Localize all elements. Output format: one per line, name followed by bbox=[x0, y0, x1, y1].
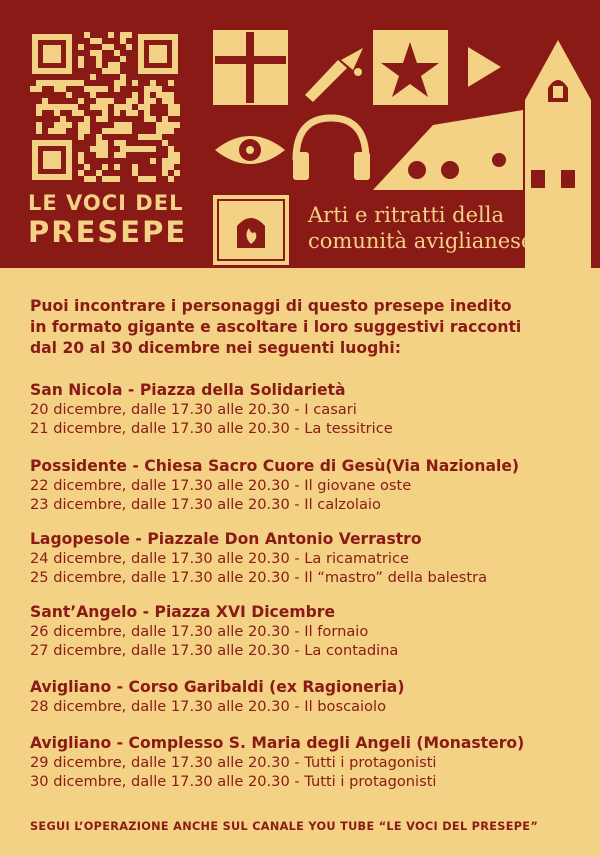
star-icon bbox=[373, 30, 448, 105]
subtitle-line-2: comunità aviglianese bbox=[308, 229, 534, 253]
schedule-line: 24 dicembre, dalle 17.30 alle 20.30 - La ricamatrice bbox=[30, 550, 409, 567]
schedule-line: 26 dicembre, dalle 17.30 alle 20.30 - Il fornaio bbox=[30, 623, 369, 640]
schedule-line: 29 dicembre, dalle 17.30 alle 20.30 - Tutti i protagonisti bbox=[30, 754, 437, 771]
brand-logo bbox=[28, 193, 198, 247]
schedule-line: 20 dicembre, dalle 17.30 alle 20.30 - I casari bbox=[30, 401, 357, 418]
location-avigliano-monastero bbox=[30, 733, 590, 791]
brand-line-2: PRESEPE bbox=[28, 215, 188, 249]
subtitle bbox=[308, 202, 598, 254]
schedule-line: 21 dicembre, dalle 17.30 alle 20.30 - La tessitrice bbox=[30, 420, 393, 437]
intro-line: in formato gigante e ascoltare i loro suggestivi racconti bbox=[30, 318, 522, 336]
brand-line-1: LE VOCI DEL bbox=[28, 191, 184, 215]
location-title: Sant’Angelo - Piazza XVI Dicembre bbox=[30, 603, 336, 621]
play-icon bbox=[468, 47, 501, 87]
header-banner bbox=[0, 0, 600, 268]
youtube-channel-note: SEGUI L’OPERAZIONE ANCHE SUL CANALE YOU TUBE “LE VOCI DEL PRESEPE” bbox=[30, 820, 539, 833]
knife-icon bbox=[305, 48, 363, 102]
intro-line: dal 20 al 30 dicembre nei seguenti luoghi: bbox=[30, 339, 401, 357]
schedule-line: 27 dicembre, dalle 17.30 alle 20.30 - La contadina bbox=[30, 642, 399, 659]
schedule-line: 30 dicembre, dalle 17.30 alle 20.30 - Tutti i protagonisti bbox=[30, 773, 437, 790]
location-avigliano-corso bbox=[30, 677, 590, 716]
location-title: San Nicola - Piazza della Solidarietà bbox=[30, 381, 346, 399]
location-title: Avigliano - Complesso S. Maria degli Angeli (Monastero) bbox=[30, 734, 525, 752]
headphones-icon bbox=[293, 118, 370, 180]
intro-text bbox=[30, 296, 580, 359]
eye-icon bbox=[215, 136, 285, 164]
schedule-line: 28 dicembre, dalle 17.30 alle 20.30 - Il boscaiolo bbox=[30, 698, 387, 715]
schedule-line: 22 dicembre, dalle 17.30 alle 20.30 - Il giovane oste bbox=[30, 477, 412, 494]
cross-icon bbox=[213, 30, 288, 105]
location-san-nicola bbox=[30, 380, 590, 438]
subtitle-line-1: Arti e ritratti della bbox=[308, 203, 504, 227]
location-possidente bbox=[30, 456, 590, 514]
location-title: Possidente - Chiesa Sacro Cuore di Gesù(Via Nazionale) bbox=[30, 457, 520, 475]
location-title: Avigliano - Corso Garibaldi (ex Ragioneria) bbox=[30, 678, 405, 696]
intro-line: Puoi incontrare i personaggi di questo presepe inedito bbox=[30, 297, 512, 315]
location-title: Lagopesole - Piazzale Don Antonio Verrastro bbox=[30, 530, 422, 548]
schedule-line: 25 dicembre, dalle 17.30 alle 20.30 - Il “mastro” della balestra bbox=[30, 569, 488, 586]
location-lagopesole bbox=[30, 529, 590, 587]
schedule-line: 23 dicembre, dalle 17.30 alle 20.30 - Il calzolaio bbox=[30, 496, 381, 513]
location-sant-angelo bbox=[30, 602, 590, 660]
fire-icon bbox=[213, 195, 289, 265]
qr-code-icon[interactable] bbox=[30, 32, 180, 182]
